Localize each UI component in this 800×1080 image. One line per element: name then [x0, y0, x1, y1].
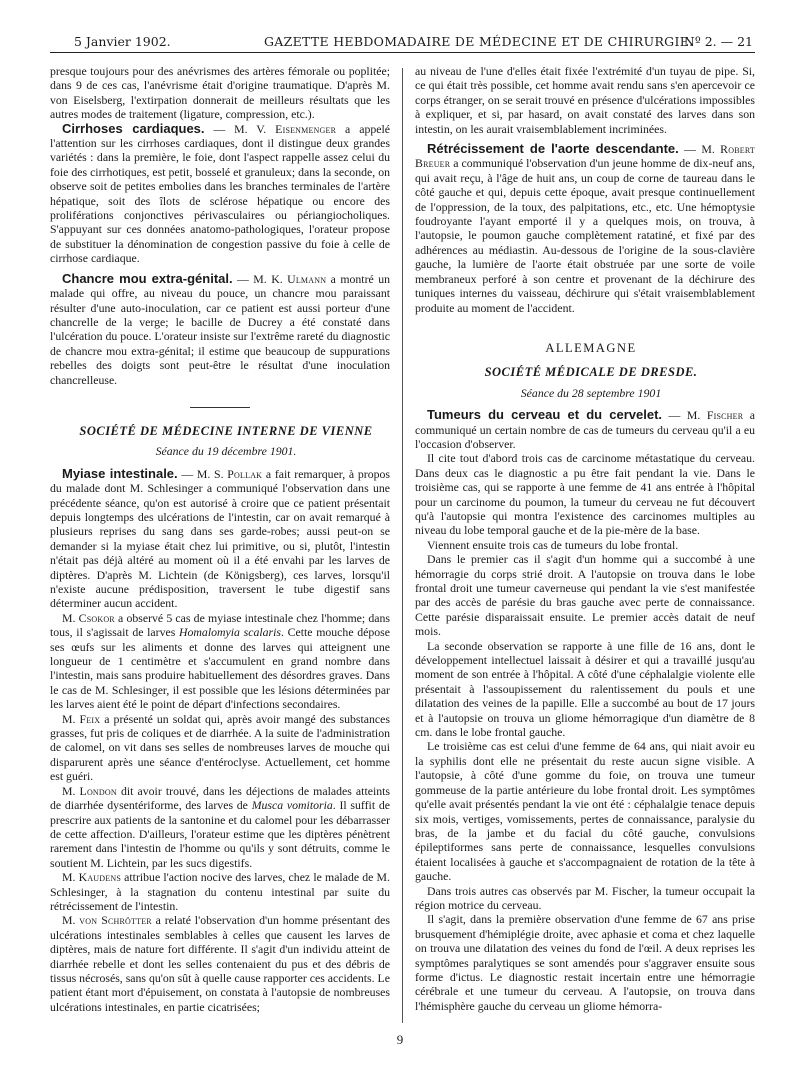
column-divider [402, 68, 403, 1023]
author-name: London [79, 783, 117, 798]
kaudens-paragraph: M. Kaudens attribue l'action nocive des larves, chez le malade de M. Schlesinger, à la stagnation du contenu intestinal par suite du rétrécissement de l'intestin. [50, 870, 390, 913]
header-issue: Nº 2. — 21 [683, 34, 753, 49]
author-name: Fischer [706, 408, 744, 423]
author-name: Kaudens [78, 870, 121, 885]
intro-paragraph: presque toujours pour des anévrismes des artères fémorale ou poplitée; dans 9 de ces cas, l'anévrisme était d'origine traumatique. D'après M. von Eiselsberg, l'extirpation donnerait de meilleurs résultats que les autres modes de traitement (ligature, compression, etc.). [50, 64, 390, 122]
seance-date: Séance du 28 septembre 1901 [520, 385, 662, 400]
left-column [50, 64, 390, 1024]
body-paragraph: Le troisième cas est celui d'une femme de 64 ans, qui niait avoir eu la syphilis dont elle ne présentait du reste aucun signe visible. A l'autopsie, à côté d'une gomme du foie, on trouva une tumeur gommeuse de la partie antérieure du lobe frontal droit. Les symptômes qu'elle avait présentés pendant la vie ont été : céphalalgie tenace depuis six mois, vertiges, vomissements, pertes de connaissance, paralysie du bras, de la jambe et du facial du côté gauche, convulsions épileptiformes sans perte de connaissance, lesquelles convulsions étaient localisées à gauche et s'accompagnaient de rotation de la tête à gauche. [415, 739, 755, 884]
body-paragraph: Dans le premier cas il s'agit d'un homme qui a succombé à une hémorragie du corps strié droit. A l'autopsie on trouva dans le lobe frontal droit une tumeur caverneuse qui pendant la vie s'est manifestée par des accès de parésie du bras gauche avec perte de connaissance. Cette parésie disparaissait ensuite. Le premier accès datait de neuf mois. [415, 552, 755, 639]
header-journal-title: GAZETTE HEBDOMADAIRE DE MÉDECINE ET DE CHIRURGIE. [264, 34, 694, 49]
myiase-paragraph: Myiase intestinale. — M. S. Pollak a fait remarquer, à propos du malade dont M. Schlesinger a communiqué l'observation dans une précédente séance, qu'on est autorisé à croire que ce patient présentait depuis longtemps des ulcérations de l'intestin, car on avait remarqué à plusieurs reprises du sang dans ses garde-robes; aussi peut-on se demander si la myiase était chez lui primitive, ou si, plutôt, l'intestin n'était pas déjà altéré au moment où il a été envahi par les larves de diptères. D'après M. Lichtein (de Königsberg), ces larves, lorsqu'il n'existe aucune prédisposition, traversent le tube digestif sans déterminer aucun accident. [50, 465, 390, 611]
header-date: 5 Janvier 1902. [74, 34, 171, 49]
chancre-paragraph: Chancre mou extra-génital. — M. K. Ulmann a montré un malade qui offre, au niveau du pouce, un chancre mou paraissant résulter d'une auto-inoculation, car ce patient est aussi porteur d'une chancrelle de la verge; le bacille de Ducrey a été constaté dans l'ulcération du pouce. L'orateur insiste sur l'extrême rareté du diagnostic de chancre mou extra-génital; il estime que beaucoup de suppurations rebelles des doigts sont peut-être le résultat d'une inoculation chancrelleuse. [50, 270, 390, 387]
schrotter-paragraph: M. von Schrötter a relaté l'observation d'un homme présentant des ulcérations intestinales semblables à celles que causent les larves de diptères, mais de nature fort différente. Il s'agit d'un individu atteint de diarrhée rebelle et dont les selles contenaient du pus et des débris de tissus nécrosés, sans qu'on sût à quelle cause rapporter ces accidents. Le patient étant mort d'épuisement, on constata à l'autopsie de nombreuses ulcérations intestinales, en partie cicatrisées; [50, 913, 390, 1014]
body-paragraph: Il s'agit, dans la première observation d'une femme de 67 ans prise brusquement d'hémiplégie droite, avec aphasie et coma et chez laquelle on trouva une dilatation des veines du fond de l'œil. A deux reprises les symptômes paralytiques se sont amendés pour s'aggraver ensuite sous forme d'ictus. Le diagnostic restait incertain entre une hémorragie cérébrale et une tumeur du cerveau. A l'autopsie, on trouva dans l'hémisphère gauche du cerveau un gliome hémorra- [415, 912, 755, 1013]
cirrhoses-title: Cirrhoses cardiaques. [62, 120, 205, 136]
csokor-paragraph: M. Csokor a observé 5 cas de myiase intestinale chez l'homme; dans tous, il s'agissait de larves Homalomyia scalaris. Cette mouche dépose ses œufs sur les aliments et donne des larves qui atteignent une longueur de 1 centimètre et s'accumulent en grand nombre dans l'intestin, mais sans produire habituellement des désordres graves. Dans le cas de M. Schlesinger, il est possible que les lésions déterminées par les larves aient été le point de départ d'infections secondaires. [50, 610, 390, 712]
right-column [415, 64, 755, 1024]
body-paragraph: Dans trois autres cas observés par M. Fischer, la tumeur occupait la région motrice du cerveau. [415, 883, 755, 912]
author-name: Ulmann [287, 271, 327, 286]
page-number: 9 [396, 1032, 404, 1047]
feix-paragraph: M. Feix a présenté un soldat qui, après avoir mangé des substances grasses, fut pris de coliques et de diarrhée. A la suite de l'administration de calomel, on vit dans ses selles de nombreuses larves de mouche qui disparurent après une séance d'entéroclyse. Actuellement, cet homme est guéri. [50, 711, 390, 784]
tumeurs-paragraph: Tumeurs du cerveau et du cervelet. — M. Fischer a communiqué un certain nombre de cas de tumeurs du cerveau qu'il a eu l'occasion d'observer. [415, 407, 755, 451]
section-separator [190, 407, 250, 408]
cirrhoses-paragraph: Cirrhoses cardiaques. — M. V. Eisenmenger a appelé l'attention sur les cirrhoses cardiaques, dont il distingue deux grandes variétés : dans la première, le foie, dont l'aspect rappelle assez celui du foie des cirrhotiques, est petit, bosselé et granuleux; dans la seconde, on observe soit de petites embolies dans les branches terminales de l'artère hépatique, soit des îlots de sclérose hépatique ou encore des proliférations conjonctives périvasculaires ou périangiocholiques. S'appuyant sur ces données anatomo-pathologiques, l'orateur propose de substituer la dénomination de congestion passive du foie à celle de cirrhose cardiaque. [50, 120, 390, 266]
body-paragraph: Il cite tout d'abord trois cas de carcinome métastatique du cerveau. Dans deux cas le diagnostic a pu être fait pendant la vie. Dans le troisième cas, qui se rapporte à une femme de 41 ans entrée à l'hôpital pour un carcinome du poumon, la tumeur du cerveau ne fut découvert qu'à l'autopsie qui montra l'existence des carcinomes multiples au niveau du lobe temporal gauche et de la pie-mère de la base. [415, 451, 755, 538]
country-heading: ALLEMAGNE [545, 340, 637, 355]
author-name: von Schrötter [79, 913, 152, 928]
tumeurs-title: Tumeurs du cerveau et du cervelet. [427, 407, 663, 423]
author-name: Eisenmenger [275, 121, 337, 136]
london-paragraph: M. London dit avoir trouvé, dans les déjections de malades atteints de diarrhée dysentériforme, des larves de Musca vomitoria. Il suffit de prescrire aux patients de la santonine et du calomel pour les débarrasser de cette affection. D'ailleurs, l'orateur estime que les diptères pénètrent rarement dans l'intestin de l'homme ou qu'ils y sont détruits, comme le soutient M. Lichtein, par les sucs digestifs. [50, 783, 390, 870]
retrecissement-paragraph: Rétrécissement de l'aorte descendante. — M. Robert Breuer a communiqué l'observation d'un jeune homme de dix-neuf ans, qui avait reçu, à l'âge de huit ans, un coup de corne de taureau dans le côté gauche et qui, depuis cette époque, avait presque continuellement de l'oppression, de la toux, des palpitations, etc., etc. Une hémoptysie foudroyante l'ayant emporté il y a quelques mois, on trouva, à l'autopsie, le poumon gauche complètement ratatiné, et fixé par des adhérences au médiastin. Au-dessous de l'origine de la sous-clavière gauche, la lumière de l'aorte était obstruée par une sorte de voile membraneux perforé à son centre et provenant de la déchirure des tuniques internes du vaisseau, déchirure qui s'était vraisemblablement produite au moment de l'accident. [415, 141, 755, 315]
society-heading: SOCIÉTÉ MÉDICALE DE DRESDE. [484, 365, 698, 380]
author-name: Pollak [227, 466, 263, 481]
chancre-title: Chancre mou extra-génital. [62, 270, 233, 286]
author-name: Feix [79, 711, 101, 726]
seance-date: Séance du 19 décembre 1901. [155, 444, 297, 459]
society-heading: SOCIÉTÉ DE MÉDECINE INTERNE DE VIENNE [79, 423, 373, 438]
author-name: Csokor [78, 610, 115, 625]
author-name: Robert Breuer [415, 142, 755, 171]
body-paragraph: La seconde observation se rapporte à une fille de 16 ans, dont le développement intellectuel laissait à désirer et qui a travaillé jusqu'au moment de son entrée à l'hôpital. A côté d'une céphalalgie violente elle présentait à l'assoupissement du ralentissement du pouls et une dilatation des veines de la papille. Elle a succombé au bout de 17 jours et à l'autopsie on trouva un gliome hémorragique d'un diamètre de 8 cm. dans le lobe frontal gauche. [415, 638, 755, 740]
running-header [50, 30, 755, 53]
myiase-title: Myiase intestinale. [62, 465, 178, 481]
body-paragraph: Viennent ensuite trois cas de tumeurs du lobe frontal. [427, 537, 679, 552]
retrecissement-title: Rétrécissement de l'aorte descendante. [427, 141, 679, 157]
continued-paragraph: au niveau de l'une d'elles était fixée l'extrémité d'un tuyau de pipe. Si, ce qui était très possible, cet homme avait rendu sans s'en apercevoir ce corps étranger, on se serait trouvé en présence d'ulcérations impossibles à expliquer, et si, par hasard, on avait constaté des larves dans son intestin, on les aurait vraisemblablement incriminées. [415, 64, 755, 136]
